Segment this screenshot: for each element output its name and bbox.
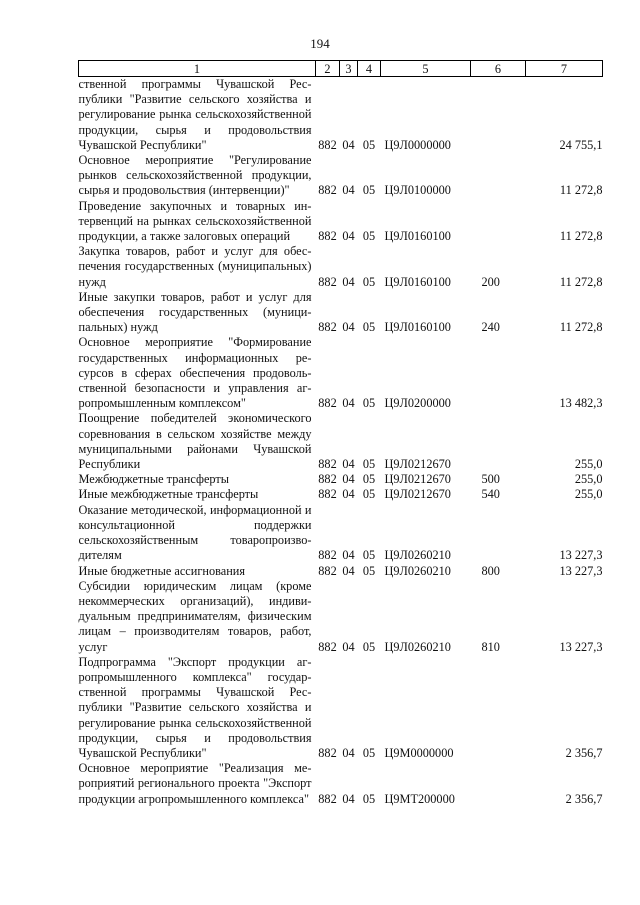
table-row bbox=[79, 655, 603, 761]
expense-type-code bbox=[471, 503, 526, 564]
expense-type-code bbox=[471, 761, 526, 807]
subsection-code: 05 bbox=[362, 472, 376, 487]
table-row bbox=[79, 411, 603, 472]
table-row bbox=[79, 77, 603, 154]
table-row bbox=[79, 199, 603, 245]
subsection-code: 05 bbox=[362, 487, 376, 502]
target-article-code: Ц9Л0260210 bbox=[384, 548, 451, 563]
expense-type-code bbox=[471, 335, 526, 411]
subsection-code: 05 bbox=[362, 183, 376, 198]
ministry-code: 882 bbox=[318, 137, 337, 152]
table-row bbox=[79, 579, 603, 655]
amount: 13 227,3 bbox=[559, 639, 603, 654]
section-code: 04 bbox=[342, 563, 355, 578]
target-article-code: Ц9МТ200000 bbox=[384, 791, 455, 806]
table-row bbox=[79, 244, 603, 290]
page-number: 194 bbox=[310, 36, 330, 51]
column-header: 1 bbox=[79, 61, 316, 77]
table-row bbox=[79, 761, 603, 807]
ministry-code: 882 bbox=[318, 487, 337, 502]
item-name: Поощрение победителей экономического соревнования в сельском хозяйстве между муниципальными районами Чувашской Республики bbox=[78, 411, 312, 472]
subsection-code: 05 bbox=[362, 396, 376, 411]
item-name: Проведение закупочных и товарных интервенций на рынках сельскохозяйственной продукции, а также залоговых операций bbox=[78, 198, 312, 244]
section-code: 04 bbox=[342, 791, 355, 806]
ministry-code: 882 bbox=[318, 791, 337, 806]
item-name: Иные межбюджетные трансферты bbox=[78, 487, 259, 502]
ministry-code: 882 bbox=[318, 229, 337, 244]
ministry-code: 882 bbox=[318, 320, 337, 335]
budget-table bbox=[78, 60, 603, 807]
amount: 2 356,7 bbox=[565, 791, 603, 806]
expense-type-code: 200 bbox=[481, 274, 500, 289]
expense-type-code bbox=[471, 77, 526, 154]
expense-type-code: 800 bbox=[481, 563, 500, 578]
section-code: 04 bbox=[342, 457, 355, 472]
amount: 11 272,8 bbox=[559, 274, 603, 289]
item-name: Оказание методической, информационной и консультационной поддержки сельскохозяйственным товаропроизводителям bbox=[78, 502, 312, 563]
item-name: Субсидии юридическим лицам (кроме некоммерческих организаций), индивидуальным предпринимателям, физическим лицам – производителям товаров, работ, услуг bbox=[78, 578, 312, 654]
expense-type-code: 500 bbox=[481, 472, 500, 487]
section-code: 04 bbox=[342, 229, 355, 244]
subsection-code: 05 bbox=[362, 639, 376, 654]
ministry-code: 882 bbox=[318, 563, 337, 578]
subsection-code: 05 bbox=[362, 791, 376, 806]
section-code: 04 bbox=[342, 183, 355, 198]
target-article-code: Ц9Л0100000 bbox=[384, 183, 451, 198]
column-header: 3 bbox=[340, 61, 358, 77]
item-name: Закупка товаров, работ и услуг для обеспечения государственных (муниципальных) нужд bbox=[78, 244, 312, 289]
amount: 11 272,8 bbox=[559, 320, 603, 335]
section-code: 04 bbox=[342, 548, 355, 563]
amount: 255,0 bbox=[574, 487, 603, 502]
section-code: 04 bbox=[342, 639, 355, 654]
table-row bbox=[79, 153, 603, 199]
item-name: Иные бюджетные ассигнования bbox=[78, 563, 246, 578]
subsection-code: 05 bbox=[362, 548, 376, 563]
subsection-code: 05 bbox=[362, 137, 376, 152]
target-article-code: Ц9Л0260210 bbox=[384, 639, 451, 654]
subsection-code: 05 bbox=[362, 745, 376, 760]
ministry-code: 882 bbox=[318, 183, 337, 198]
section-code: 04 bbox=[342, 137, 355, 152]
target-article-code: Ц9Л0212670 bbox=[384, 487, 451, 502]
column-header: 6 bbox=[471, 61, 526, 77]
amount: 24 755,1 bbox=[559, 137, 603, 152]
section-code: 04 bbox=[342, 396, 355, 411]
expense-type-code bbox=[471, 199, 526, 245]
ministry-code: 882 bbox=[318, 548, 337, 563]
table-row bbox=[79, 472, 603, 487]
amount: 13 227,3 bbox=[559, 563, 603, 578]
amount: 255,0 bbox=[574, 472, 603, 487]
target-article-code: Ц9Л0212670 bbox=[384, 472, 451, 487]
item-name: Подпрограмма "Экспорт продукции агропромышленного комплекса" государственной программы Чувашской Республики "Развитие сельского хозяйства и регулирование рынка сельскохозяйственной продукции, сырья и продовольствия Чувашской Республики" bbox=[78, 654, 312, 760]
amount: 13 482,3 bbox=[559, 396, 603, 411]
item-name: Основное мероприятие "Формирование государственных информационных ресурсов в сферах обеспечения продовольственной безопасности и управления агропромышленным комплексом" bbox=[78, 335, 312, 411]
item-name: Иные закупки товаров, работ и услуг для обеспечения государственных (муниципальных) нужд bbox=[78, 289, 312, 335]
amount: 11 272,8 bbox=[559, 183, 603, 198]
section-code: 04 bbox=[342, 320, 355, 335]
ministry-code: 882 bbox=[318, 457, 337, 472]
subsection-code: 05 bbox=[362, 457, 376, 472]
section-code: 04 bbox=[342, 487, 355, 502]
table-header-row bbox=[79, 61, 603, 77]
section-code: 04 bbox=[342, 472, 355, 487]
target-article-code: Ц9Л0160100 bbox=[384, 320, 451, 335]
item-name: Основное мероприятие "Регулирование рынков сельскохозяйственной продукции, сырья и продовольствия (интервенции)" bbox=[78, 153, 312, 198]
target-article-code: Ц9Л0200000 bbox=[384, 396, 451, 411]
subsection-code: 05 bbox=[362, 320, 376, 335]
expense-type-code bbox=[471, 153, 526, 199]
table-row bbox=[79, 290, 603, 336]
expense-type-code: 540 bbox=[481, 487, 500, 502]
table-row bbox=[79, 564, 603, 579]
column-header: 4 bbox=[358, 61, 381, 77]
table-row bbox=[79, 503, 603, 564]
target-article-code: Ц9Л0160100 bbox=[384, 274, 451, 289]
column-header: 7 bbox=[526, 61, 603, 77]
amount: 255,0 bbox=[574, 457, 603, 472]
expense-type-code: 810 bbox=[481, 639, 500, 654]
item-name: Основное мероприятие "Реализация мероприятий регионального проекта "Экспорт продукции агропромышленного комплекса" bbox=[78, 761, 312, 806]
item-name: Межбюджетные трансферты bbox=[78, 472, 230, 487]
target-article-code: Ц9Л0212670 bbox=[384, 457, 451, 472]
ministry-code: 882 bbox=[318, 639, 337, 654]
expense-type-code bbox=[471, 655, 526, 761]
target-article-code: Ц9Л0260210 bbox=[384, 563, 451, 578]
target-article-code: Ц9Л0000000 bbox=[384, 137, 451, 152]
expense-type-code bbox=[471, 411, 526, 472]
subsection-code: 05 bbox=[362, 229, 376, 244]
expense-type-code: 240 bbox=[481, 320, 500, 335]
amount: 11 272,8 bbox=[559, 229, 603, 244]
column-header: 5 bbox=[381, 61, 471, 77]
section-code: 04 bbox=[342, 274, 355, 289]
section-code: 04 bbox=[342, 745, 355, 760]
table-row bbox=[79, 335, 603, 411]
table-body bbox=[79, 77, 603, 807]
table-row bbox=[79, 487, 603, 502]
column-header: 2 bbox=[316, 61, 340, 77]
amount: 13 227,3 bbox=[559, 548, 603, 563]
subsection-code: 05 bbox=[362, 274, 376, 289]
ministry-code: 882 bbox=[318, 396, 337, 411]
target-article-code: Ц9М0000000 bbox=[384, 745, 454, 760]
ministry-code: 882 bbox=[318, 745, 337, 760]
ministry-code: 882 bbox=[318, 274, 337, 289]
subsection-code: 05 bbox=[362, 563, 376, 578]
target-article-code: Ц9Л0160100 bbox=[384, 229, 451, 244]
ministry-code: 882 bbox=[318, 472, 337, 487]
amount: 2 356,7 bbox=[565, 745, 603, 760]
item-name: ственной программы Чувашской Республики "Развитие сельского хозяйства и регулирование рынка сельскохозяйственной продукции, сырья и продовольствия Чувашской Республики" bbox=[78, 77, 312, 152]
